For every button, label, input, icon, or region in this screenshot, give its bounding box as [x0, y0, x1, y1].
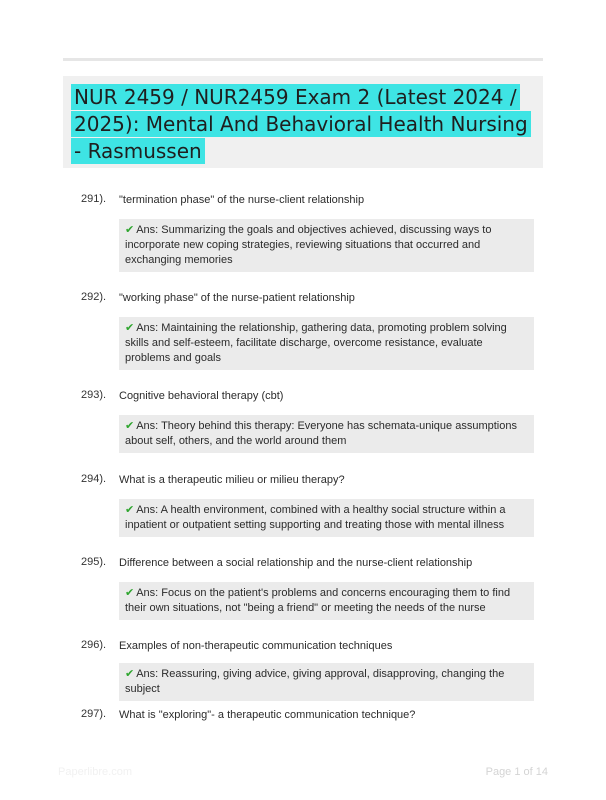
top-divider	[63, 58, 543, 61]
answer-box	[119, 663, 534, 701]
check-icon: ✔	[125, 322, 135, 334]
question-number: 294).	[81, 473, 107, 485]
check-icon: ✔	[125, 224, 135, 236]
answer-box	[119, 219, 534, 272]
question-text: Examples of non-therapeutic communication techniques	[119, 640, 393, 652]
answer-text: Ans: Maintaining the relationship, gathering data, promoting problem solving skills and self-esteem, facilitate discharge, overcome resistance, evaluate problems and goals	[125, 322, 507, 364]
question-number: 295).	[81, 556, 107, 568]
answer-text: Ans: Summarizing the goals and objectives achieved, discussing ways to incorporate new coping strategies, reviewing situations that occurred and exchanging memories	[125, 224, 492, 266]
question-number: 297).	[81, 708, 107, 720]
check-icon: ✔	[125, 587, 135, 599]
question-text: Cognitive behavioral therapy (cbt)	[119, 390, 284, 402]
answer-text: Ans: Focus on the patient's problems and concerns encouraging them to find their own situations, not "being a friend" or meeting the needs of the nurse	[125, 587, 511, 614]
answer-text: Ans: Theory behind this therapy: Everyone has schemata-unique assumptions about self, others, and the world around them	[125, 420, 517, 447]
page-indicator: Page 1 of 14	[485, 766, 548, 778]
question-number: 293).	[81, 389, 107, 401]
answer-box	[119, 317, 534, 370]
question-number: 292).	[81, 291, 107, 303]
answer-box	[119, 499, 534, 537]
question-number: 291).	[81, 193, 107, 205]
answer-box	[119, 582, 534, 620]
check-icon: ✔	[125, 504, 135, 516]
answer-box	[119, 415, 534, 453]
title-highlight: NUR 2459 / NUR2459 Exam 2 (Latest 2024 / 2025): Mental And Behavioral Health Nursing - Rasmussen	[71, 84, 531, 164]
question-number: 296).	[81, 639, 107, 651]
footer-watermark: Paperlibre.com	[58, 766, 132, 778]
answer-text: Ans: Reassuring, giving advice, giving approval, disapproving, changing the subject	[125, 668, 505, 695]
question-text: Difference between a social relationship and the nurse-client relationship	[119, 557, 473, 569]
page-title	[71, 84, 535, 165]
check-icon: ✔	[125, 420, 135, 432]
answer-text: Ans: A health environment, combined with a healthy social structure within a inpatient or outpatient setting supporting and treating those with mental illness	[125, 504, 506, 531]
question-text: "working phase" of the nurse-patient relationship	[119, 292, 355, 304]
question-text: "termination phase" of the nurse-client relationship	[119, 194, 365, 206]
question-text: What is "exploring"- a therapeutic communication technique?	[119, 709, 416, 721]
question-text: What is a therapeutic milieu or milieu therapy?	[119, 474, 345, 486]
check-icon: ✔	[125, 668, 135, 680]
